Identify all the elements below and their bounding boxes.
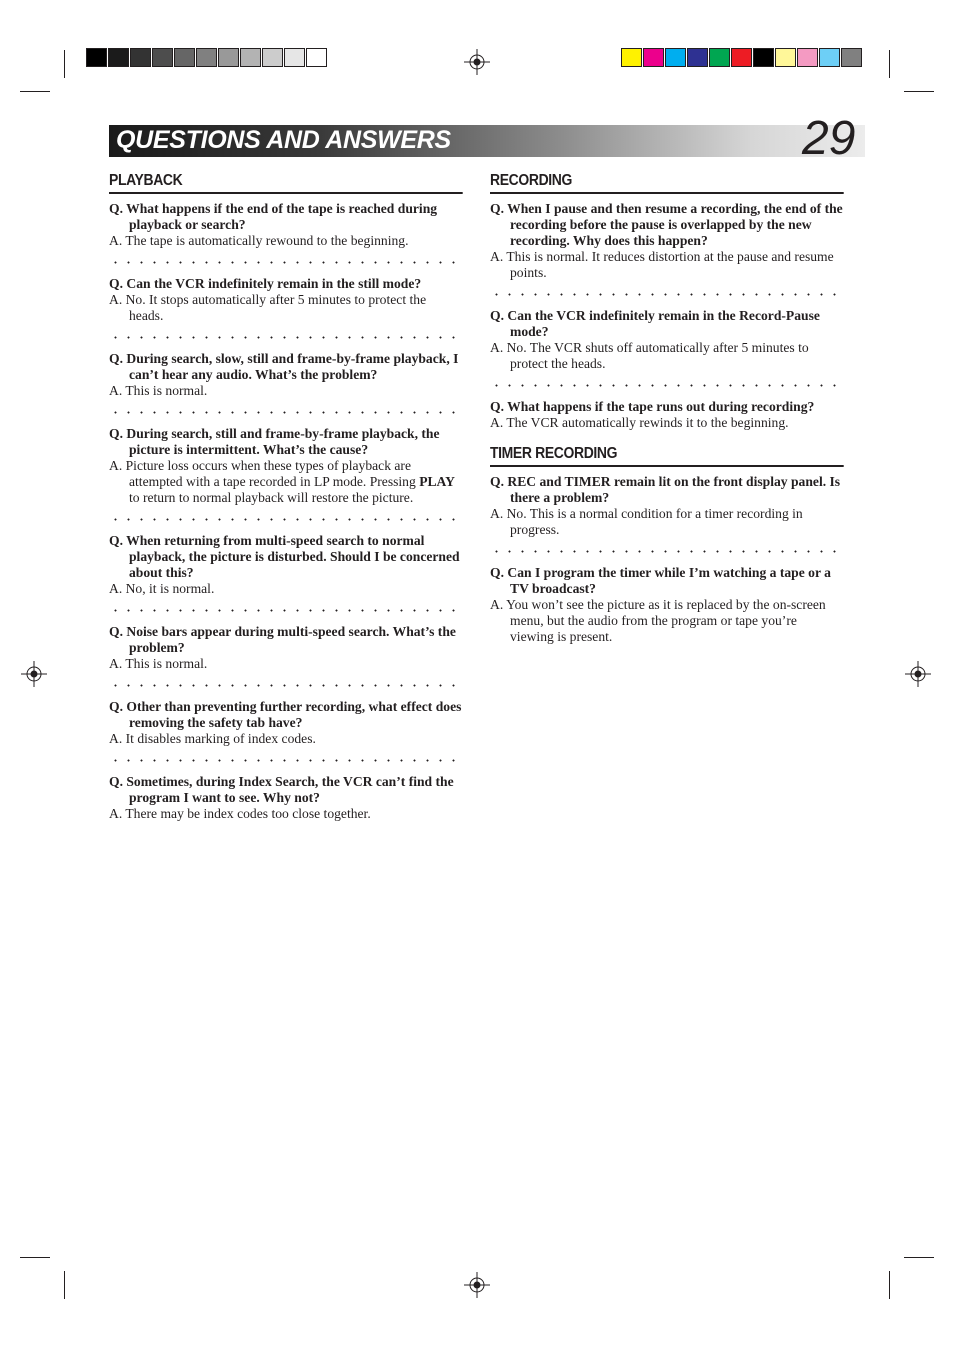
- qa-item: [109, 533, 463, 597]
- dotted-divider: [109, 261, 463, 264]
- color-swatch: [262, 48, 283, 67]
- recording-column: [490, 172, 844, 645]
- question: Q. Can the VCR indefinitely remain in the Record-Pause mode?: [490, 308, 820, 339]
- question: Q. Can I program the timer while I’m watching a tape or a TV broadcast?: [490, 565, 831, 596]
- play-key-label: PLAY: [419, 474, 455, 489]
- qa-item: [109, 699, 463, 747]
- section-heading-timer-recording: TIMER RECORDING: [490, 445, 844, 467]
- qa-item: [109, 774, 463, 822]
- dotted-divider: [109, 684, 463, 687]
- answer: A. No. The VCR shuts off automatically after 5 minutes to protect the heads.: [490, 340, 809, 371]
- color-swatch: [841, 48, 862, 67]
- qa-item: [490, 399, 844, 431]
- question: Q. When returning from multi-speed search to normal playback, the picture is disturbed. Should I be concerned about this?: [109, 533, 460, 580]
- qa-item: [109, 624, 463, 672]
- question: Q. REC and TIMER remain lit on the front display panel. Is there a problem?: [490, 474, 841, 505]
- page-title: QUESTIONS AND ANSWERS: [116, 126, 451, 154]
- question: Q. Other than preventing further recording, what effect does removing the safety tab have?: [109, 699, 462, 730]
- dotted-divider: [109, 518, 463, 521]
- answer: A. The tape is automatically rewound to the beginning.: [109, 233, 409, 248]
- color-swatch: [709, 48, 730, 67]
- question: Q. During search, slow, still and frame-by-frame playback, I can’t hear any audio. What’s the problem?: [109, 351, 459, 382]
- color-swatch: [108, 48, 129, 67]
- qa-item: [109, 426, 463, 506]
- answer: A. There may be index codes too close together.: [109, 806, 371, 821]
- playback-column: [109, 172, 463, 822]
- registration-mark-icon: [21, 661, 47, 687]
- crop-mark: [64, 1271, 65, 1299]
- qa-item: [109, 201, 463, 249]
- answer-text: to return to normal playback will restore the picture.: [129, 490, 414, 505]
- question: Q. When I pause and then resume a recording, the end of the recording before the pause is overlapped by the new recording. Why does this happen?: [490, 201, 843, 248]
- color-swatch-strip: [621, 48, 863, 67]
- answer: A. No. It stops automatically after 5 minutes to protect the heads.: [109, 292, 427, 323]
- qa-item: [109, 276, 463, 324]
- registration-mark-icon: [905, 661, 931, 687]
- color-swatch: [687, 48, 708, 67]
- answer: A. This is normal.: [109, 383, 208, 398]
- registration-mark-icon: [464, 1272, 490, 1298]
- question: Q. During search, still and frame-by-frame playback, the picture is intermittent. What’s the cause?: [109, 426, 440, 457]
- crop-mark: [889, 50, 890, 78]
- qa-item: [490, 565, 844, 645]
- question: Q. What happens if the tape runs out during recording?: [490, 399, 815, 414]
- answer: A. The VCR automatically rewinds it to the beginning.: [490, 415, 789, 430]
- color-swatch: [174, 48, 195, 67]
- color-swatch: [196, 48, 217, 67]
- answer: [109, 458, 463, 506]
- answer: A. You won’t see the picture as it is replaced by the on-screen menu, but the audio from the program or tape you’re viewing is present.: [490, 597, 826, 644]
- qa-item: [490, 474, 844, 538]
- question: Q. Sometimes, during Index Search, the VCR can’t find the program I want to see. Why not?: [109, 774, 454, 805]
- color-swatch: [643, 48, 664, 67]
- answer: A. This is normal.: [109, 656, 208, 671]
- qa-item: [490, 308, 844, 372]
- crop-mark: [889, 1271, 890, 1299]
- answer: A. This is normal. It reduces distortion at the pause and resume points.: [490, 249, 834, 280]
- page-number: 29: [802, 112, 856, 165]
- grayscale-swatch-strip: [86, 48, 328, 67]
- question: Q. Noise bars appear during multi-speed search. What’s the problem?: [109, 624, 456, 655]
- dotted-divider: [109, 609, 463, 612]
- color-swatch: [621, 48, 642, 67]
- color-swatch: [86, 48, 107, 67]
- crop-mark: [904, 1257, 934, 1258]
- crop-mark: [64, 50, 65, 78]
- crop-mark: [20, 91, 50, 92]
- answer: A. No, it is normal.: [109, 581, 215, 596]
- registration-mark-icon: [464, 49, 490, 75]
- dotted-divider: [490, 293, 844, 296]
- dotted-divider: [109, 411, 463, 414]
- qa-item: [109, 351, 463, 399]
- question: Q. What happens if the end of the tape is reached during playback or search?: [109, 201, 438, 232]
- color-swatch: [130, 48, 151, 67]
- color-swatch: [240, 48, 261, 67]
- answer: A. It disables marking of index codes.: [109, 731, 316, 746]
- color-swatch: [152, 48, 173, 67]
- crop-mark: [20, 1257, 50, 1258]
- answer-text: A. Picture loss occurs when these types of playback are attempted with a tape recorded in LP mode. Pressing: [109, 458, 420, 489]
- section-heading-playback: PLAYBACK: [109, 172, 463, 194]
- color-swatch: [775, 48, 796, 67]
- section-heading-recording: RECORDING: [490, 172, 844, 194]
- dotted-divider: [109, 759, 463, 762]
- color-swatch: [819, 48, 840, 67]
- dotted-divider: [490, 384, 844, 387]
- color-swatch: [753, 48, 774, 67]
- color-swatch: [306, 48, 327, 67]
- color-swatch: [284, 48, 305, 67]
- question: Q. Can the VCR indefinitely remain in the still mode?: [109, 276, 422, 291]
- dotted-divider: [490, 550, 844, 553]
- dotted-divider: [109, 336, 463, 339]
- qa-item: [490, 201, 844, 281]
- color-swatch: [665, 48, 686, 67]
- answer: A. No. This is a normal condition for a timer recording in progress.: [490, 506, 803, 537]
- crop-mark: [904, 91, 934, 92]
- color-swatch: [797, 48, 818, 67]
- color-swatch: [731, 48, 752, 67]
- color-swatch: [218, 48, 239, 67]
